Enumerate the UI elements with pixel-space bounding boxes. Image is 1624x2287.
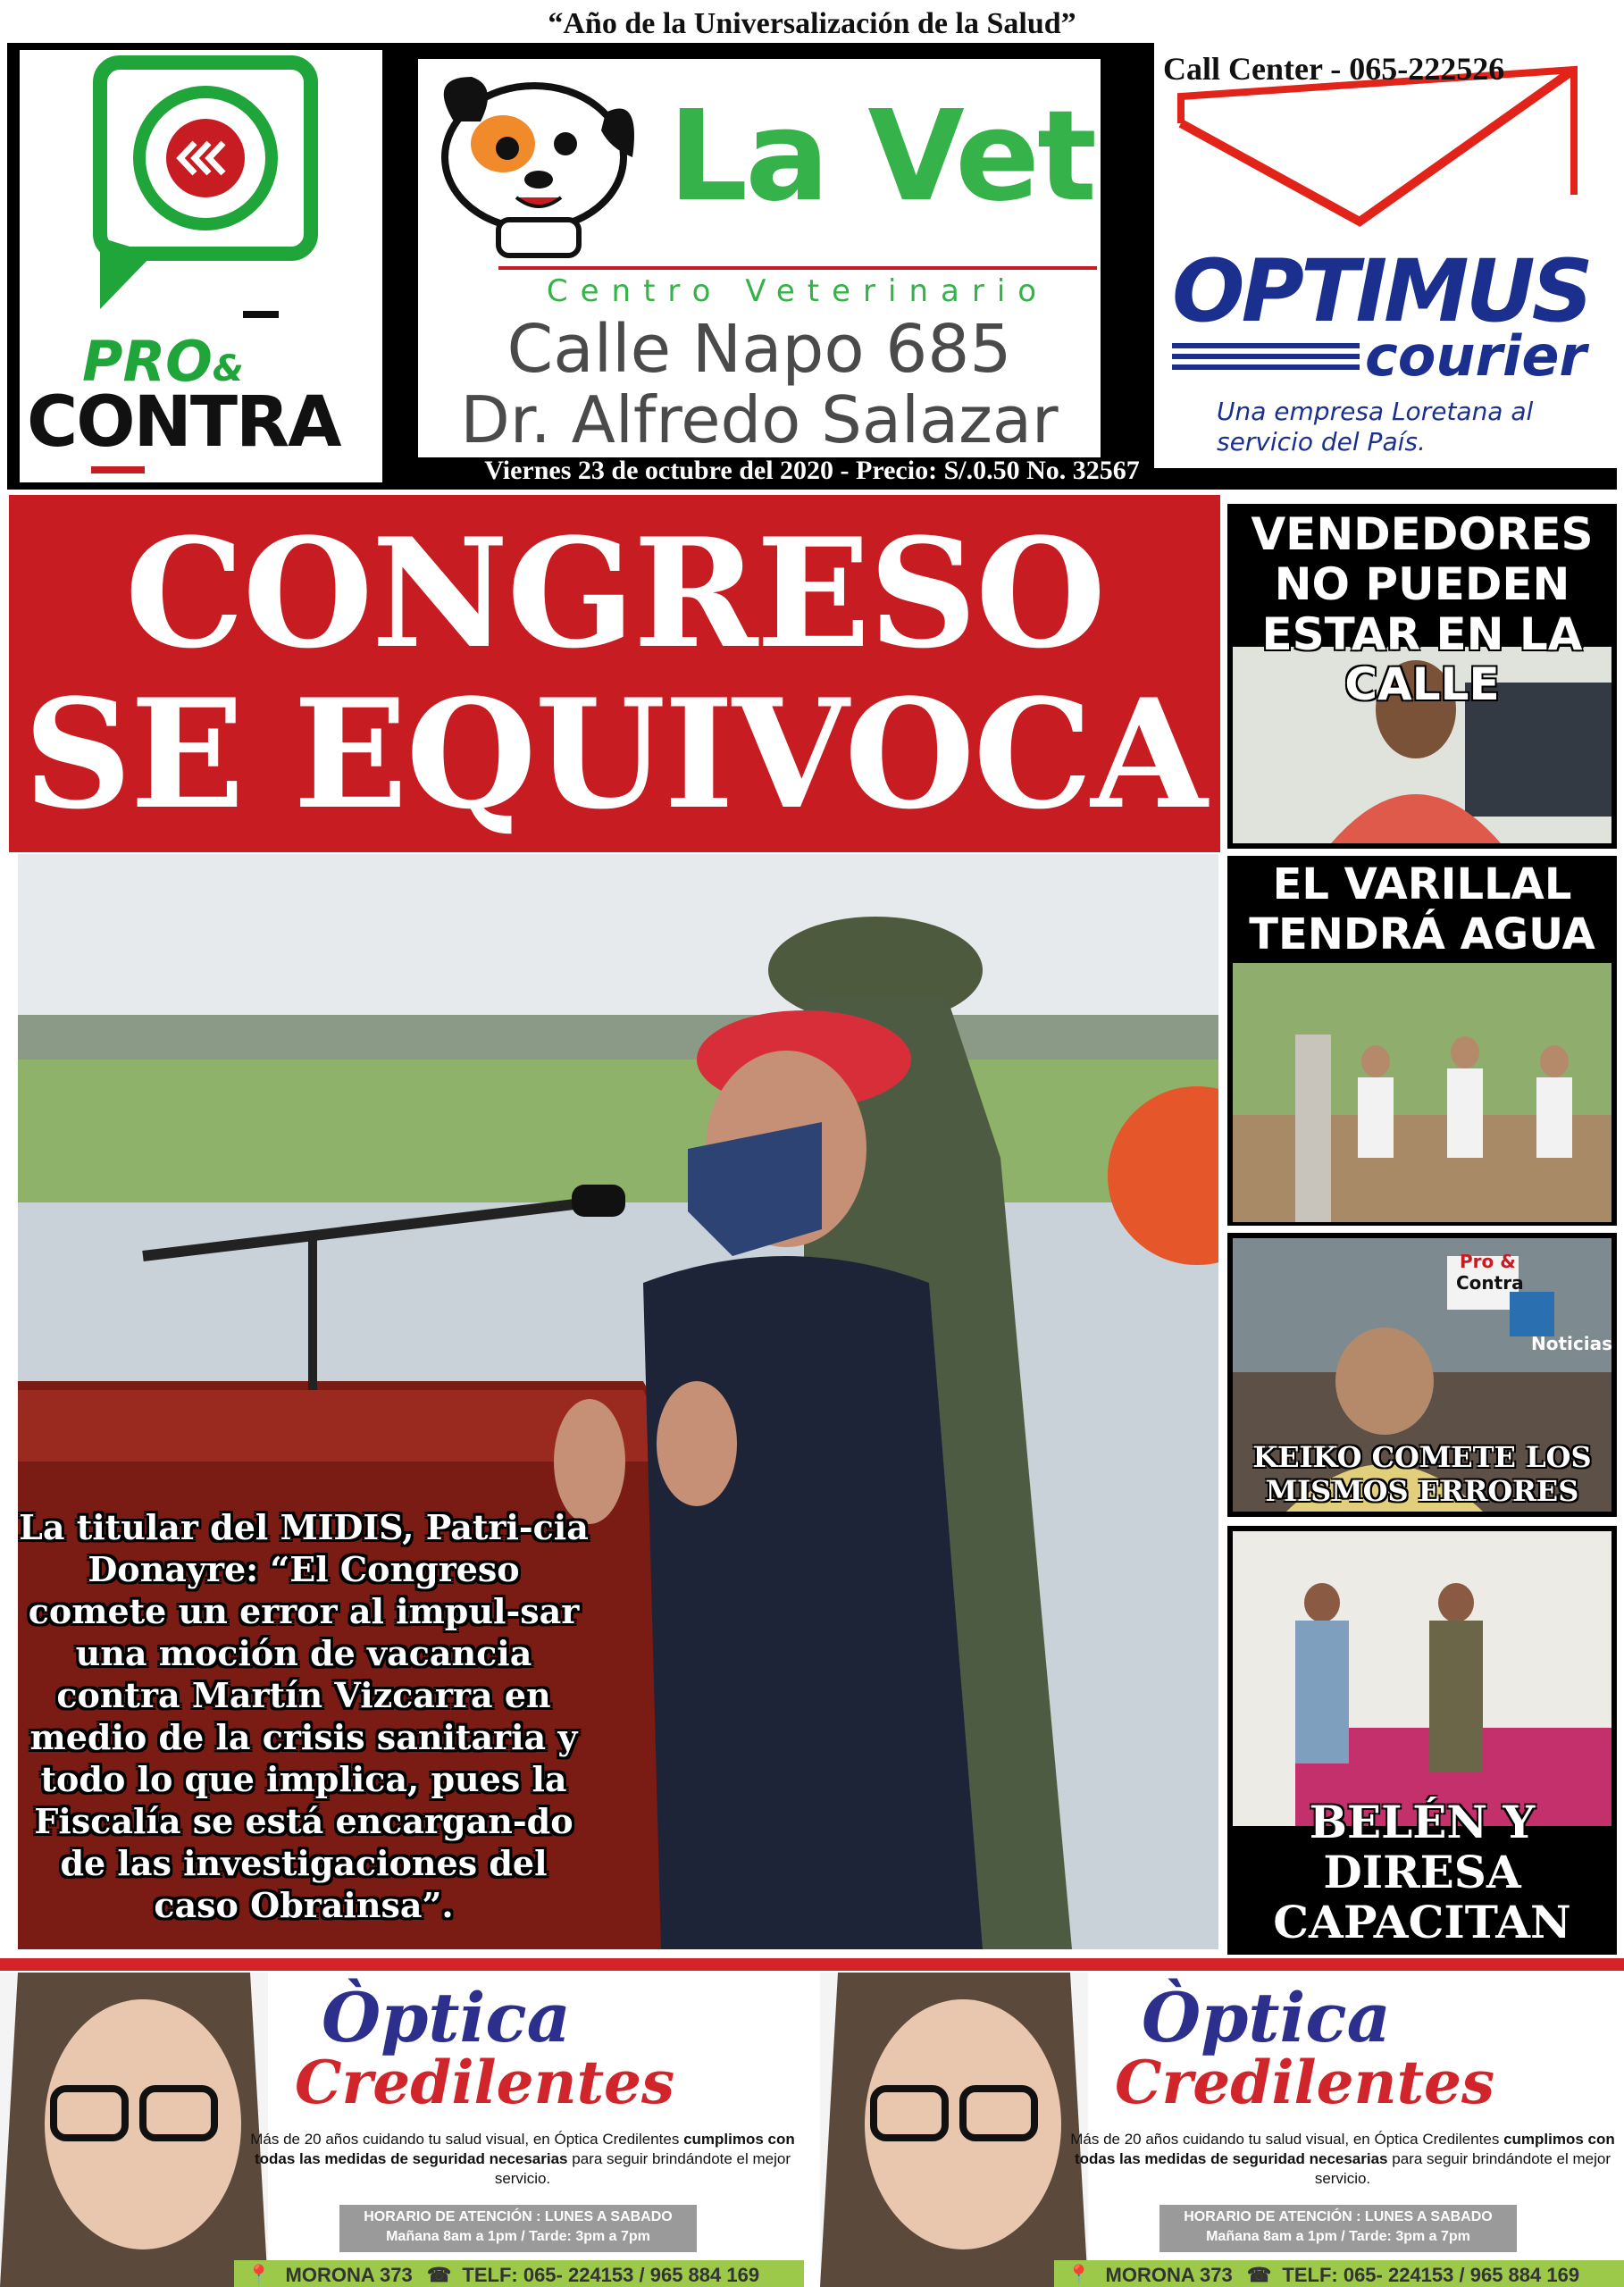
side-story-4 xyxy=(1227,1526,1617,1955)
dog-mascot-icon xyxy=(418,59,659,264)
main-photo xyxy=(18,854,1218,1949)
procontra-line1: PRO& xyxy=(82,329,244,394)
optimus-tagline-2: servicio del País. xyxy=(1217,427,1426,457)
optica-brand-1: Òptica xyxy=(322,1978,571,2057)
lavet-name: La Vet xyxy=(668,84,1094,230)
location-pin-icon: 📍 xyxy=(247,2264,272,2286)
optica-brand-1: Òptica xyxy=(1142,1978,1391,2057)
side-story-1-title: VENDEDORES NO PUEDEN ESTAR EN LA CALLE xyxy=(1251,508,1594,710)
phone-icon: ☎ xyxy=(1246,2264,1272,2286)
lavet-ad xyxy=(418,59,1101,457)
side-photo-4 xyxy=(1233,1531,1611,1826)
side-story-3-title: KEIKO COMETE LOS MISMOS ERRORES xyxy=(1252,1440,1592,1508)
optimus-stripe xyxy=(1172,364,1360,370)
optimus-brand: OPTIMUS xyxy=(1172,241,1590,341)
optica-brand-2: Credilentes xyxy=(295,2048,675,2117)
optimus-tagline-1: Una empresa Loretana al xyxy=(1217,397,1534,426)
issue-line: Viernes 23 de octubre del 2020 - Precio: S/.0.50 No. 32567 xyxy=(484,456,1140,485)
side-story-2-title: EL VARILLAL TENDRÁ AGUA xyxy=(1249,859,1595,959)
location-pin-icon: 📍 xyxy=(1067,2264,1092,2286)
optica-contact: 📍 MORONA 373 ☎ TELF: 065- 224153 / 965 884 169 xyxy=(234,2260,804,2287)
optica-hours: HORARIO DE ATENCIÓN : LUNES A SABADO Mañana 8am a 1pm / Tarde: 3pm a 7pm xyxy=(1159,2205,1517,2252)
procontra-logo xyxy=(20,50,382,482)
optica-hours: HORARIO DE ATENCIÓN : LUNES A SABADO Mañana 8am a 1pm / Tarde: 3pm a 7pm xyxy=(339,2205,697,2252)
side-photo-2 xyxy=(1233,963,1611,1222)
lavet-rule xyxy=(498,266,1097,270)
optimus-call-center: Call Center - 065-222526 xyxy=(1163,51,1505,87)
headline-line-1: CONGRESO xyxy=(124,505,1105,682)
lavet-doctor: Dr. Alfredo Salazar xyxy=(460,382,1059,457)
main-caption: La titular del MIDIS, Patri-cia Donayre: “El Congreso comete un error al impul-sar una moción de vacancia contra Martín Vizcarra en medio de la crisis sanitaria y todo lo que implica, pues la Fiscalía se está encargan-do de las investigaciones del caso Obrainsa”. xyxy=(19,1507,589,1925)
lavet-subtitle: Centro Veterinario xyxy=(546,273,1050,309)
phone-icon: ☎ xyxy=(426,2264,452,2286)
optica-ad-right xyxy=(820,1973,1624,2287)
side-story-3 xyxy=(1227,1233,1617,1517)
lavet-address: Calle Napo 685 xyxy=(506,311,1012,388)
headline-banner xyxy=(9,495,1220,852)
watermark-contra: Contra xyxy=(1456,1272,1524,1294)
optica-description: Más de 20 años cuidando tu salud visual, en Óptica Credilentes cumplimos con todas las medidas de seguridad necesarias para seguir brindándote el mejor servicio. xyxy=(250,2131,795,2187)
optica-description: Más de 20 años cuidando tu salud visual, en Óptica Credilentes cumplimos con todas las medidas de seguridad necesarias para seguir brindándote el mejor servicio. xyxy=(1070,2131,1615,2187)
divider-rule xyxy=(0,1958,1624,1971)
optimus-ad xyxy=(1154,43,1617,468)
side-story-1 xyxy=(1227,504,1617,849)
watermark-procontra: Pro & xyxy=(1460,1251,1516,1272)
procontra-line2: CONTRA xyxy=(27,382,340,463)
optica-brand-2: Credilentes xyxy=(1115,2048,1495,2117)
optica-contact: 📍 MORONA 373 ☎ TELF: 065- 224153 / 965 884 169 xyxy=(1054,2260,1624,2287)
headline-line-2: SE EQUIVOCA xyxy=(23,666,1206,842)
woman-glasses-photo xyxy=(820,1973,1088,2287)
optica-ad-left xyxy=(0,1973,804,2287)
woman-glasses-photo xyxy=(0,1973,268,2287)
side-story-2 xyxy=(1227,856,1617,1226)
watermark-noticias: Noticias xyxy=(1531,1333,1613,1354)
optimus-stripe xyxy=(1172,343,1360,348)
motto: “Año de la Universalización de la Salud” xyxy=(548,7,1076,40)
optimus-stripe xyxy=(1172,354,1360,359)
masthead xyxy=(7,43,1617,490)
optimus-sub: courier xyxy=(1365,323,1586,389)
side-story-4-title: BELÉN Y DIRESA CAPACITAN xyxy=(1273,1796,1571,1948)
